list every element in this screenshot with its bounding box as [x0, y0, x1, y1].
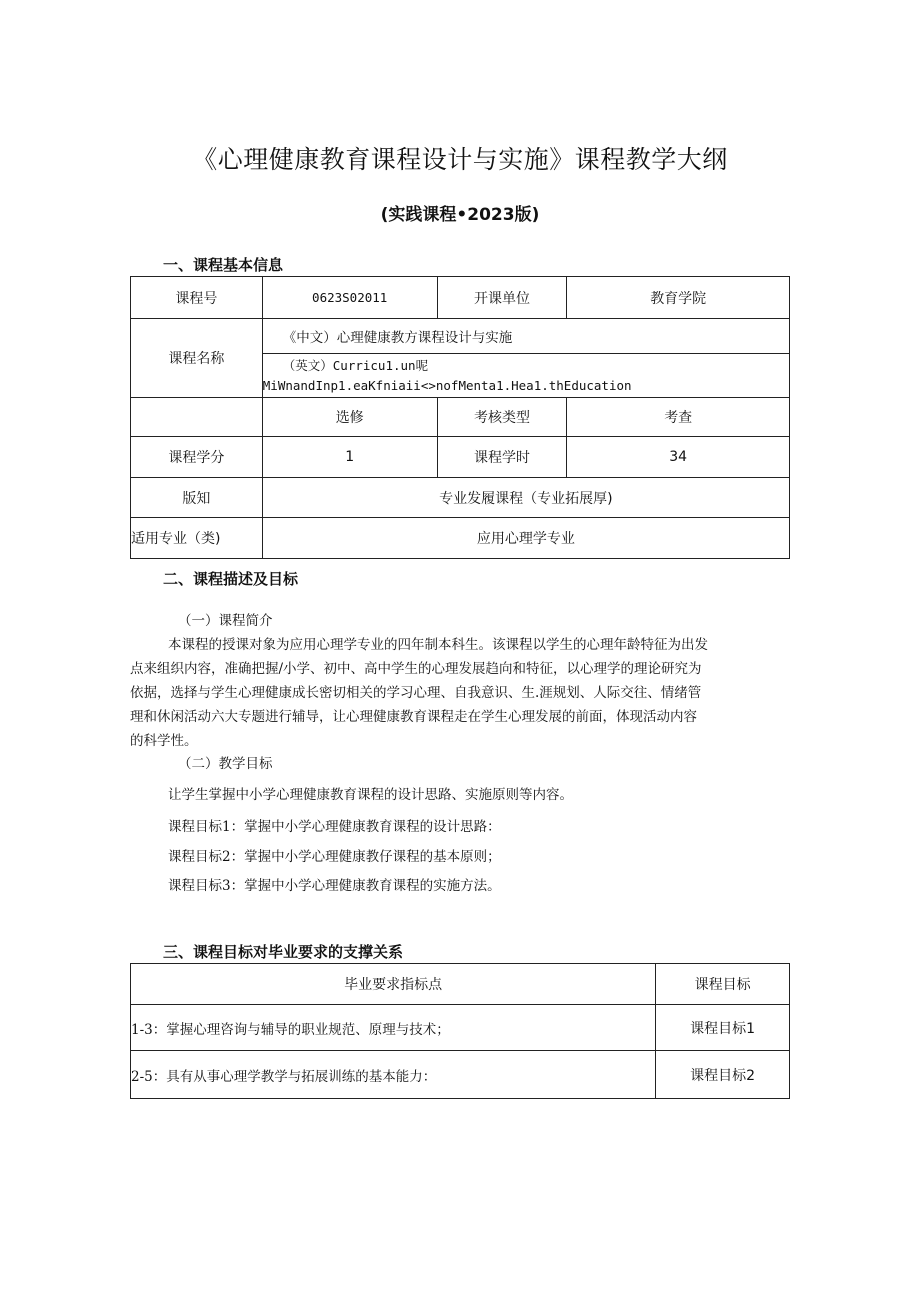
hours-value: 34	[567, 437, 790, 478]
subsection-goals-heading: （二）教学目标	[178, 756, 273, 772]
course-goal-1: 课程目标1：掌握中小学心理健康教育课程的设计思路：	[168, 819, 501, 835]
course-no-label: 课程号	[131, 277, 263, 319]
section-3-heading: 三、课程目标对毕业要求的支撑关系	[163, 943, 404, 961]
col-header-requirement: 毕业要求指标点	[131, 964, 656, 1005]
intro-line: 本课程的授课对象为应用心理学专业的四年制本科生。该课程以学生的心理年龄特征为出发	[168, 637, 708, 653]
major-label: 适用专业（类)	[131, 518, 263, 559]
course-name-en	[262, 354, 789, 398]
subsection-intro-heading: （一）课程简介	[178, 613, 273, 629]
intro-line: 点来组织内容，准确把握/小学、初中、高中学生的心理发展趋向和特征，以心理学的理论研究为	[130, 661, 702, 677]
empty-cell	[131, 398, 263, 437]
course-info-table	[130, 276, 790, 559]
section-1-heading: 一、课程基本信息	[163, 256, 284, 274]
table-row-requirement: 2-5：具有从事心理学教学与拓展训练的基本能力：	[131, 1051, 656, 1099]
section-2-heading: 二、课程描述及目标	[163, 570, 299, 588]
course-type-label: 版知	[131, 478, 263, 518]
course-goal-2: 课程目标2：掌握中小学心理健康教仔课程的基本原则；	[168, 849, 501, 865]
intro-line: 依据，选择与学生心理健康成长密切相关的学习心理、自我意识、生.涯规划、人际交往、情绪管	[130, 685, 702, 701]
assess-value: 考查	[567, 398, 790, 437]
assess-label: 考核类型	[437, 398, 567, 437]
document-title: 《心理健康教育课程设计与实施》课程教学大纲	[192, 145, 728, 174]
course-type-value: 专业发履课程（专业拓展厚)	[262, 478, 789, 518]
course-name-label: 课程名称	[131, 319, 263, 398]
course-name-cn: 《中文）心理健康教方课程设计与实施	[262, 319, 789, 354]
course-no-value: 0623S02011	[262, 277, 437, 319]
course-name-en-line2: MiWnandInp1.eaKfniaii<>nofMenta1.Hea1.thEducation	[262, 377, 632, 393]
table-row-goal: 课程目标1	[656, 1005, 790, 1051]
credit-label: 课程学分	[131, 437, 263, 478]
elective-value: 选修	[262, 398, 437, 437]
credit-value: 1	[262, 437, 437, 478]
table-row-goal: 课程目标2	[656, 1051, 790, 1099]
dept-value: 教育学院	[567, 277, 790, 319]
table-row-requirement: 1-3：掌握心理咨询与辅导的职业规范、原理与技术；	[131, 1005, 656, 1051]
col-header-goal: 课程目标	[656, 964, 790, 1005]
goal-intro: 让学生掌握中小学心理健康教育课程的设计思路、实施原则等内容。	[168, 787, 573, 803]
course-name-en-line1: （英文）Curricu1.un呢	[282, 357, 429, 373]
hours-label: 课程学时	[437, 437, 567, 478]
dept-label: 开课单位	[437, 277, 567, 319]
course-goal-3: 课程目标3：掌握中小学心理健康教育课程的实施方法。	[168, 878, 501, 894]
major-value: 应用心理学专业	[262, 518, 789, 559]
support-table	[130, 963, 790, 1099]
intro-line: 理和休闲活动六大专题进行辅导，让心理健康教育课程走在学生心理发展的前面，体现活动内容	[130, 709, 697, 725]
document-subtitle: (实践课程•2023版)	[380, 205, 540, 225]
course-intro-paragraph	[130, 633, 790, 753]
intro-line: 的科学性。	[130, 733, 198, 749]
